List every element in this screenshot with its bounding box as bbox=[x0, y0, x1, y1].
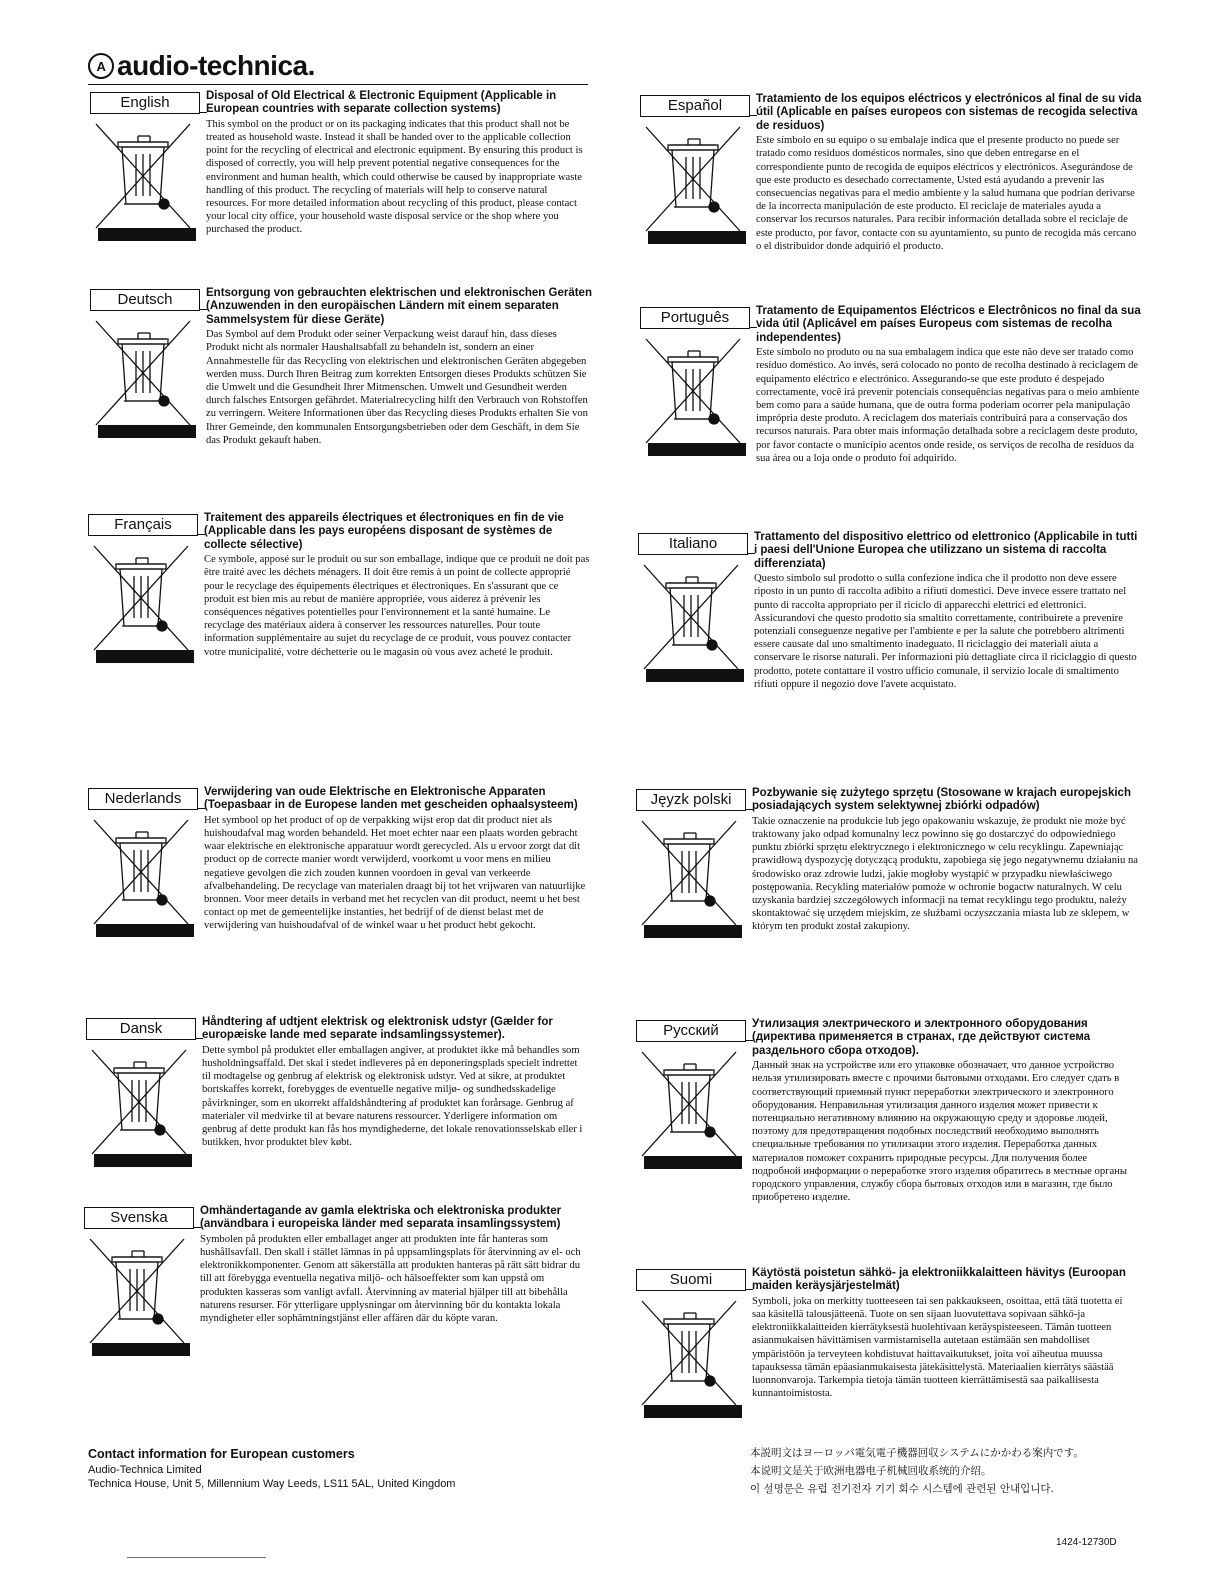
section-heading: Käytöstä poistetun sähkö- ja elektroniikkalaitteen hävitys (Euroopan maiden keräysjärjestelmät) bbox=[752, 1267, 1126, 1293]
document-code: 1424-12730D bbox=[1056, 1537, 1117, 1548]
section-heading: Verwijdering van oude Elektrische en Elektronische Apparaten (Toepasbaar in de Europese landen met gescheiden ophaalsysteem) bbox=[204, 786, 578, 812]
section-text bbox=[206, 287, 592, 447]
lang-label: English bbox=[90, 92, 200, 114]
header-rule bbox=[88, 84, 588, 85]
brand-name: audio-technica bbox=[117, 50, 308, 81]
lang-label: Français bbox=[88, 514, 198, 536]
section-body: Symboli, joka on merkitty tuotteeseen tai sen pakkaukseen, osoittaa, että tätä tuotetta ei saa käsitellä talousjätteenä. Tuote on sen sijaan luovutettava sopivaan sähkö-ja elektroniikkalaitteiden kierrätyksestä huolehtivaan keräyspisteeseen. Tämän tuotteen asianmukaisen hävittämisen varmistamisella autetaan estämään sen mahdolliset ympäristöön ja terveyteen kohdistuvat haittavaikutukset, joita voi aiheutua muussa tapauksessa tämän epäasianmukaisesta jätekäsittelystä. Materiaalien kierrätys säästää luonnonvaroja. Tarkempia tietoja tämän tuotteen kierrättämisestä saa paikallisesta kunnantoimistosta. bbox=[752, 1295, 1123, 1400]
note-korean: 이 설명문은 유럽 전기전자 기기 회수 시스템에 관련된 안내입니다. bbox=[750, 1483, 1054, 1495]
lang-label: Português bbox=[640, 307, 750, 329]
lang-label: Deutsch bbox=[90, 289, 200, 311]
lang-label: Suomi bbox=[636, 1269, 746, 1291]
contact-title: Contact information for European customers bbox=[88, 1447, 355, 1461]
bin-bar bbox=[644, 1405, 742, 1418]
bin-bar bbox=[96, 924, 194, 937]
section-heading: Traitement des appareils électriques et électroniques en fin de vie (Applicable dans les pays européens disposant de systèmes de collecte sélective) bbox=[204, 512, 564, 551]
contact-company: Audio-Technica Limited bbox=[88, 1464, 202, 1476]
bin-bar bbox=[644, 1156, 742, 1169]
section-heading: Entsorgung von gebrauchten elektrischen und elektronischen Geräten (Anzuwenden in den europäischen Ländern mit einem separaten Sammelsystem für diese Geräte) bbox=[206, 287, 592, 326]
bin-bar bbox=[648, 231, 746, 244]
bin-bar bbox=[92, 1343, 190, 1356]
section-body: Dette symbol på produktet eller emballagen angiver, at produktet ikke må behandles som husholdningsaffald. Det skal i stedet indleveres på en deponeringsplads specielt indrettet til modtagelse og genbrug af elektrisk og elektronisk udstyr. Ved at sikre, at produktet bortskaffes korrekt, forebygges de eventuelle negative miljø- og sundhedsskadelige påvirkninger, som en ukorrekt affaldshåndtering af produktet kan forårsage. Genbrug af materialer vil medvirke til at bevare naturens ressourcer. Yderligere information om genbrug af dette produkt kan fås hos myndighederne, det lokale renovationsselskab eller i butikken, hvor produktet blev købt. bbox=[202, 1044, 583, 1149]
section-heading: Pozbywanie się zużytego sprzętu (Stosowane w krajach europejskich posiadających system selektywnej zbiórki odpadów) bbox=[752, 787, 1131, 813]
bin-bar bbox=[646, 669, 744, 682]
brand-dot: . bbox=[307, 50, 315, 81]
section-body: Este símbolo en su equipo o su embalaje indica que el presente producto no puede ser tratado como residuos domésticos normales, sino que deben entregarse en el correspondiente punto de recogida de equipos eléctricos y electrónicos. Asegurándose de que este producto es desechado correctamente, Usted está ayudando a prevenir las consecuencias negativas para el medio ambiente y la salud humana que podrían derivarse de la incorrecta manipulación de este producto. El reciclaje de materiales ayuda a conservar los recursos naturales. Para recibir información detallada sobre el reciclaje de este producto, por favor, contacte con su ayuntamiento, su punto de recogida más cercano o el distribuidor donde adquirió el producto. bbox=[756, 135, 1137, 252]
bin-bar bbox=[98, 228, 196, 241]
lang-label: Italiano bbox=[638, 533, 748, 555]
section-body: Symbolen på produkten eller emballaget anger att produkten inte får hanteras som hushållsavfall. Den skall i stället lämnas in på uppsamlingsplats för återvinning av el- och elektronikkomponenter. Genom att säkerställa att produkten hanteras på rätt sätt bidrar du till att förebygga eventuella negativa miljö- och hälsoeffekter som kan uppstå om produkten kasseras som vanligt avfall. Återvinning av material hjälper till att bibehålla naturens resurser. För ytterligare upplysningar om återvinning bör du kontakta lokala myndigheter eller sophämtningstjänst eller affären där du köpte varan. bbox=[200, 1233, 581, 1325]
section-text bbox=[202, 1016, 588, 1149]
section-heading: Disposal of Old Electrical & Electronic Equipment (Applicable in European countries with separate collection systems) bbox=[206, 90, 557, 116]
section-body: Het symbool op het product of op de verpakking wijst erop dat dit product niet als huishoudafval mag worden behandeld. Het moet echter naar een plaats worden gebracht waar elektrische en elektronische apparatuur wordt gerecycled. Als u ervoor zorgt dat dit product op de correcte manier wordt verwijderd, voorkomt u voor mens en milieu negatieve gevolgen die zich zouden kunnen voordoen in geval van verkeerde afvalbehandeling. De recyclage van materialen draagt bij tot het vrijwaren van natuurlijke bronnen. Voor meer details in verband met het recyclen van dit product, neemt u het best contact op met de gemeentelijke instanties, het bedrijf of de dienst belast met de verwijdering van huishoudafval of de winkel waar u het product hebt gekocht. bbox=[204, 814, 586, 932]
section-body: Das Symbol auf dem Produkt oder seiner Verpackung weist darauf hin, dass dieses Produkt nicht als normaler Haushaltsabfall zu behandeln ist, sondern an einer Annahmestelle für das Recycling von elektrischen und elektronischen Geräten abgegeben werden muss. Durch Ihren Beitrag zum korrekten Entsorgen dieses Produkts schützen Sie die Umwelt und die Gesundheit Ihrer Mitmenschen. Umwelt und Gesundheit werden durch falsches Entsorgen gefährdet. Materialrecycling hilft den Verbrauch von Rohstoffen zu verringern. Weitere Informationen über das Recycling dieses Produkts erhalten Sie von Ihrer Gemeinde, den kommunalen Entsorgungsbetrieben oder dem Geschäft, in dem Sie das Produkt gekauft haben. bbox=[206, 329, 588, 446]
crossed-bin-icon bbox=[644, 337, 742, 447]
section-text bbox=[752, 787, 1138, 934]
section-text bbox=[756, 305, 1142, 465]
crossed-bin-icon bbox=[94, 122, 192, 232]
crossed-bin-icon bbox=[94, 319, 192, 429]
section-heading: Omhändertagande av gamla elektriska och elektroniska produkter (användbara i europeiska länder med separata insamlingssystem) bbox=[200, 1205, 562, 1231]
section-body: Ce symbole, apposé sur le produit ou sur son emballage, indique que ce produit ne doit pas être traité avec les déchets ménagers. Il doit être remis à un point de collecte approprié pour le recyclage des équipements électriques et électroniques. En s'assurant que ce produit est bien mis au rebut de manière appropriée, vous aiderez à prévenir les conséquences négatives potentielles pour l'environnement et la santé humaine. Le recyclage des matériaux aidera à conserver les ressources naturelles. Pour toute information supplémentaire au sujet du recyclage de ce produit, vous pouvez contacter votre municipalité, votre déchetterie ou le magasin où vous avez acheté le produit. bbox=[204, 554, 590, 658]
crossed-bin-icon bbox=[88, 1237, 186, 1347]
section-body: This symbol on the product or on its packaging indicates that this product shall not be treated as household waste. Instead it shall be handed over to the applicable collection point for the recycling of electrical and electronic equipment. By ensuring this product is disposed of correctly, you will help prevent potential negative consequences for the environment and human health, which could otherwise be caused by inappropriate waste handling of this product. The recycling of materials will help to conserve natural resources. For more detailed information about recycling of this product, please contact your local city office, your household waste disposal service or the shop where you purchased the product. bbox=[206, 118, 583, 236]
crossed-bin-icon bbox=[640, 819, 738, 929]
section-body: Данный знак на устройстве или его упаковке обозначает, что данное устройство нельзя утилизировать вместе с прочими бытовыми отходами. Его следует сдать в соответствующий приемный пункт переработки электрического и электронного оборудования. Неправильная утилизация данного изделия может привести к потенциально негативному влиянию на окружающую среду и здоровье людей, поэтому для предотвращения подобных последствий необходимо выполнять специальные требования по утилизации этого изделия. Переработка данных материалов поможет сохранить природные ресурсы. Для получения более подробной информации о переработке этого изделия обратитесь в местные органы городского управления, службу сбора бытовых отходов или в магазин, где было приобретено изделие. bbox=[752, 1060, 1127, 1204]
crossed-bin-icon bbox=[644, 125, 742, 235]
bin-bar bbox=[96, 650, 194, 663]
contact-info bbox=[88, 1446, 455, 1491]
crossed-bin-icon bbox=[640, 1050, 738, 1160]
language-notes bbox=[750, 1444, 1084, 1498]
note-chinese: 本说明文是关于欧洲电器电子机械回收系统的介绍。 bbox=[750, 1465, 992, 1477]
lang-label: Svenska bbox=[84, 1207, 194, 1229]
brand-logo bbox=[88, 50, 315, 82]
crossed-bin-icon bbox=[90, 1048, 188, 1158]
lang-label: Nederlands bbox=[88, 788, 198, 810]
section-heading: Утилизация электрического и электронного оборудования (директива применяется в странах, где действуют система раздельного сбора отходов). bbox=[752, 1018, 1091, 1057]
section-heading: Håndtering af udtjent elektrisk og elektronisk udstyr (Gælder for europæiske lande med separate indsamlingssystemer). bbox=[202, 1016, 553, 1042]
section-text bbox=[204, 512, 590, 659]
lang-label: Español bbox=[640, 95, 750, 117]
section-heading: Tratamiento de los equipos eléctricos y electrónicos al final de su vida útil (Aplicable en países europeos con sistemas de recogida selectiva de residuos) bbox=[756, 93, 1142, 132]
footer-link-line bbox=[127, 1557, 266, 1558]
section-text bbox=[200, 1205, 586, 1325]
crossed-bin-icon bbox=[92, 544, 190, 654]
section-body: Takie oznaczenie na produkcie lub jego opakowaniu wskazuje, że produkt nie może być traktowany jako odpad komunalny lecz powinno się go dostarczyć do odpowiedniego punktu zbiórki sprzętu elektrycznego i elektronicznego w celu recyklingu. Zapewniając prawidłową dyspozycję dotyczącą produktu, zapobiega się jego negatywnemu działaniu na środowisko oraz zdrowie ludzi, jakie mogłoby wystąpić w przypadku niewłaściwego postępowania. Recykling materiałów pomoże w ochronie bogactw naturalnych. W celu uzyskania bardziej szczegółowych informacji na temat recyklingu tego produktu, należy skontaktować się urzędem miejskim, ze służbami oczyszczania miasta lub ze sklepem, w którym ten produkt został zakupiony. bbox=[752, 815, 1138, 933]
bin-bar bbox=[644, 925, 742, 938]
crossed-bin-icon bbox=[642, 563, 740, 673]
section-text bbox=[204, 786, 590, 933]
section-heading: Tratamento de Equipamentos Eléctricos e Electrônicos no final da sua vida útil (Aplicável em países Europeus com sistemas de recolha independentes) bbox=[756, 305, 1141, 344]
bin-bar bbox=[648, 443, 746, 456]
bin-bar bbox=[98, 425, 196, 438]
crossed-bin-icon bbox=[92, 818, 190, 928]
lang-label: Dansk bbox=[86, 1018, 196, 1040]
lang-label: Jęyzk polski bbox=[636, 789, 746, 811]
section-text bbox=[754, 531, 1140, 691]
section-text bbox=[756, 93, 1142, 253]
lang-label: Русский bbox=[636, 1020, 746, 1042]
logo-mark-icon: A bbox=[88, 53, 114, 79]
bin-bar bbox=[94, 1154, 192, 1167]
section-text bbox=[752, 1018, 1138, 1204]
contact-address: Technica House, Unit 5, Millennium Way Leeds, LS11 5AL, United Kingdom bbox=[88, 1478, 456, 1490]
crossed-bin-icon bbox=[640, 1299, 738, 1409]
section-heading: Trattamento del dispositivo elettrico od elettronico (Applicabile in tutti i paesi dell'Unione Europea che utilizzano un sistema di raccolta differenziata) bbox=[754, 531, 1138, 570]
note-japanese: 本説明文はヨーロッパ電気電子機器回収システムにかかわる案内です。 bbox=[750, 1447, 1084, 1459]
section-text bbox=[206, 90, 592, 237]
section-body: Este símbolo no produto ou na sua embalagem indica que este não deve ser tratado como resíduo doméstico. Ao invés, será colocado no ponto de recolha destinado à reciclagem de equipamento eléctrico e electrónico. Assegurando-se que este produto é despejado correctamente, você irá prevenir potenciais consequências negativas para o meio ambiente bem como para a saúde humana, que de outra forma poderiam ocorrer pela manipulação imprópria deste produto. A reciclagem dos materiais contribuirá para a conservação dos recursos naturais. Para obter mais informação detalhada sobre a reciclagem deste produto, por favor contacte o município acentos onde reside, os serviços de recolha de resíduos da sua área ou a loja onde o produto foi adquirido. bbox=[756, 347, 1140, 464]
section-body: Questo simbolo sul prodotto o sulla confezione indica che il prodotto non deve essere riposto in un punto di raccolta adibito a rifiuti domestici. Deve invece essere trattato nel punto di raccolta appropriato per il riciclo di apparecchi elettrici ed elettronici. Assicurandovi che questo prodotto sia smaltito correttamente, contribuirete a prevenire potenziali conseguenze negative per l'ambiente e per la salute che potrebbero altrimenti essere causate dal uno smaltimento inadeguato. Il riciclaggio dei materiali aiuta a conservare le risorse naturali. Per informazioni più dettagliate circa il riciclaggio di questo prodotto, potete contattare il vostro ufficio comunale, il servizio locale di smaltimento rifiuti oppure il negozio dove l'avete acquistato. bbox=[754, 573, 1137, 690]
section-text bbox=[752, 1267, 1138, 1400]
